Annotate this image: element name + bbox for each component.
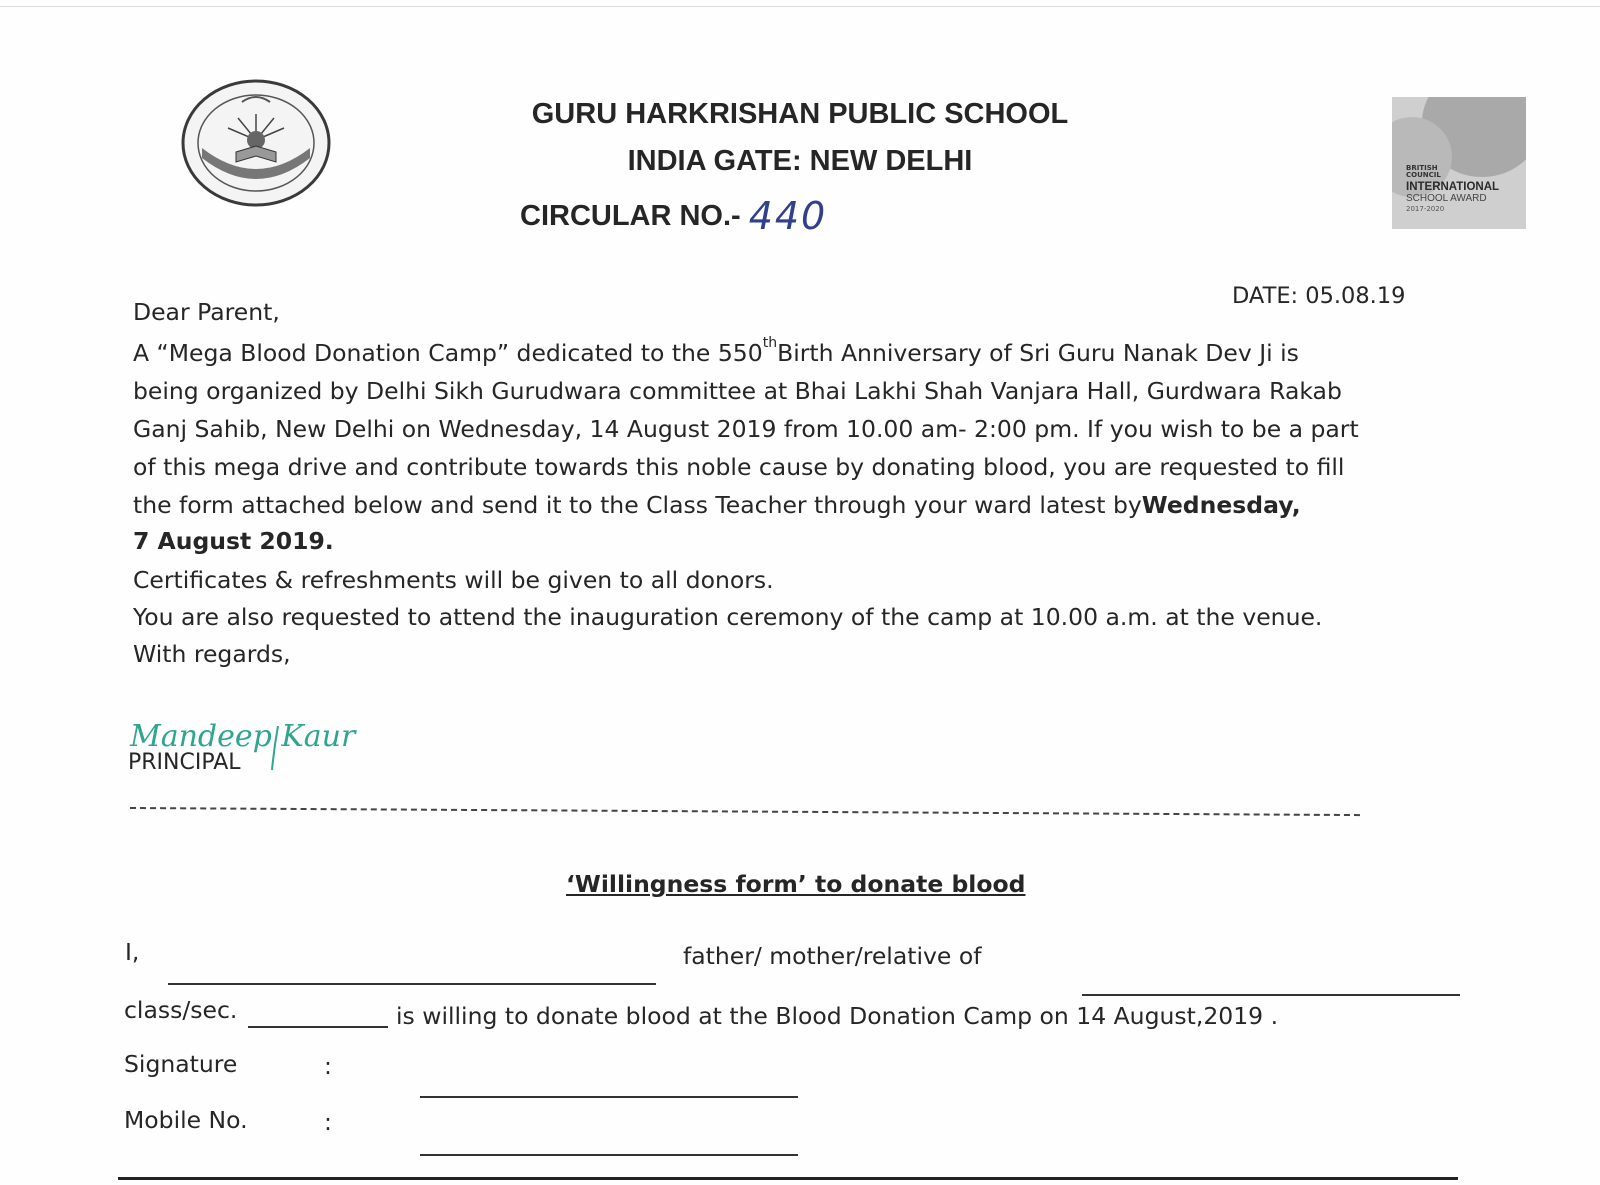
circular-label: CIRCULAR NO.- xyxy=(520,200,741,232)
badge-council: BRITISH COUNCIL xyxy=(1406,164,1441,179)
form-i-prefix: I, xyxy=(125,938,140,966)
ordinal-suffix: th xyxy=(762,335,778,351)
signatory-title: PRINCIPAL xyxy=(128,750,241,775)
line-5-text xyxy=(133,491,1301,519)
signature-text: Mandeep Kaur xyxy=(130,719,356,754)
paper-edge xyxy=(0,6,1600,7)
school-name: GURU HARKRISHAN PUBLIC SCHOOL xyxy=(531,98,1069,130)
greeting: Dear Parent, xyxy=(133,298,280,326)
line-4-text: of this mega drive and contribute towards this noble cause by donating blood, you are requested to fill xyxy=(133,453,1345,481)
mobile-colon: : xyxy=(324,1108,332,1136)
circular-number: 440 xyxy=(748,194,828,238)
letter-line-5 xyxy=(133,491,1463,519)
badge-line2: SCHOOL AWARD xyxy=(1406,193,1487,204)
line-5-part-a: the form attached below and send it to the Class Teacher through your ward latest by xyxy=(133,491,1142,519)
class-sec-field[interactable] xyxy=(248,1026,388,1028)
line-1-part-b: Birth Anniversary of Sri Guru Nanak Dev Ji is xyxy=(777,339,1299,367)
line-2-text: being organized by Delhi Sikh Gurudwara committee at Bhai Lakhi Shah Vanjara Hall, Gurdwara Rakab xyxy=(133,377,1342,405)
willing-statement: is willing to donate blood at the Blood Donation Camp on 14 August,2019 . xyxy=(396,1002,1279,1030)
signature-label: Signature xyxy=(124,1050,238,1078)
deadline-date: 7 August 2019. xyxy=(133,527,334,555)
letter-line-4 xyxy=(133,453,1463,481)
deadline-day: Wednesday, xyxy=(1141,491,1301,519)
closing: With regards, xyxy=(133,640,291,668)
relation-text: father/ mother/relative of xyxy=(683,942,982,970)
student-name-field[interactable] xyxy=(1082,994,1460,996)
bottom-rule xyxy=(118,1177,1458,1180)
line-1-part-a: A “Mega Blood Donation Camp” dedicated to the 550 xyxy=(133,339,763,367)
badge-years: 2017-2020 xyxy=(1406,205,1445,213)
line-3-text: Ganj Sahib, New Delhi on Wednesday, 14 August 2019 from 10.00 am- 2:00 pm. If you wish to be a part xyxy=(133,415,1359,443)
school-location: INDIA GATE: NEW DELHI xyxy=(627,145,973,177)
badge-line1: INTERNATIONAL xyxy=(1406,181,1500,193)
letter-line-2 xyxy=(133,377,1463,405)
circular-heading xyxy=(520,190,828,238)
signature-colon: : xyxy=(324,1052,332,1080)
parent-name-field[interactable] xyxy=(168,983,656,985)
letter-line-3 xyxy=(133,415,1463,443)
school-logo-icon xyxy=(180,78,332,208)
class-sec-label: class/sec. xyxy=(124,996,238,1024)
circular-date: DATE: 05.08.19 xyxy=(1232,283,1406,309)
inauguration-note: You are also requested to attend the inauguration ceremony of the camp at 10.00 a.m. at the venue. xyxy=(133,603,1323,631)
international-school-award-badge xyxy=(1392,97,1526,229)
line-1-text xyxy=(133,335,1299,367)
mobile-field[interactable] xyxy=(420,1154,798,1156)
letter-line-1 xyxy=(133,335,1463,367)
certificates-note: Certificates & refreshments will be given to all donors. xyxy=(133,566,774,594)
signature-field[interactable] xyxy=(420,1096,798,1098)
cut-line xyxy=(130,807,1360,816)
letter-line-6 xyxy=(133,527,334,555)
form-title: ‘Willingness form’ to donate blood xyxy=(566,870,1026,898)
mobile-label: Mobile No. xyxy=(124,1106,248,1134)
